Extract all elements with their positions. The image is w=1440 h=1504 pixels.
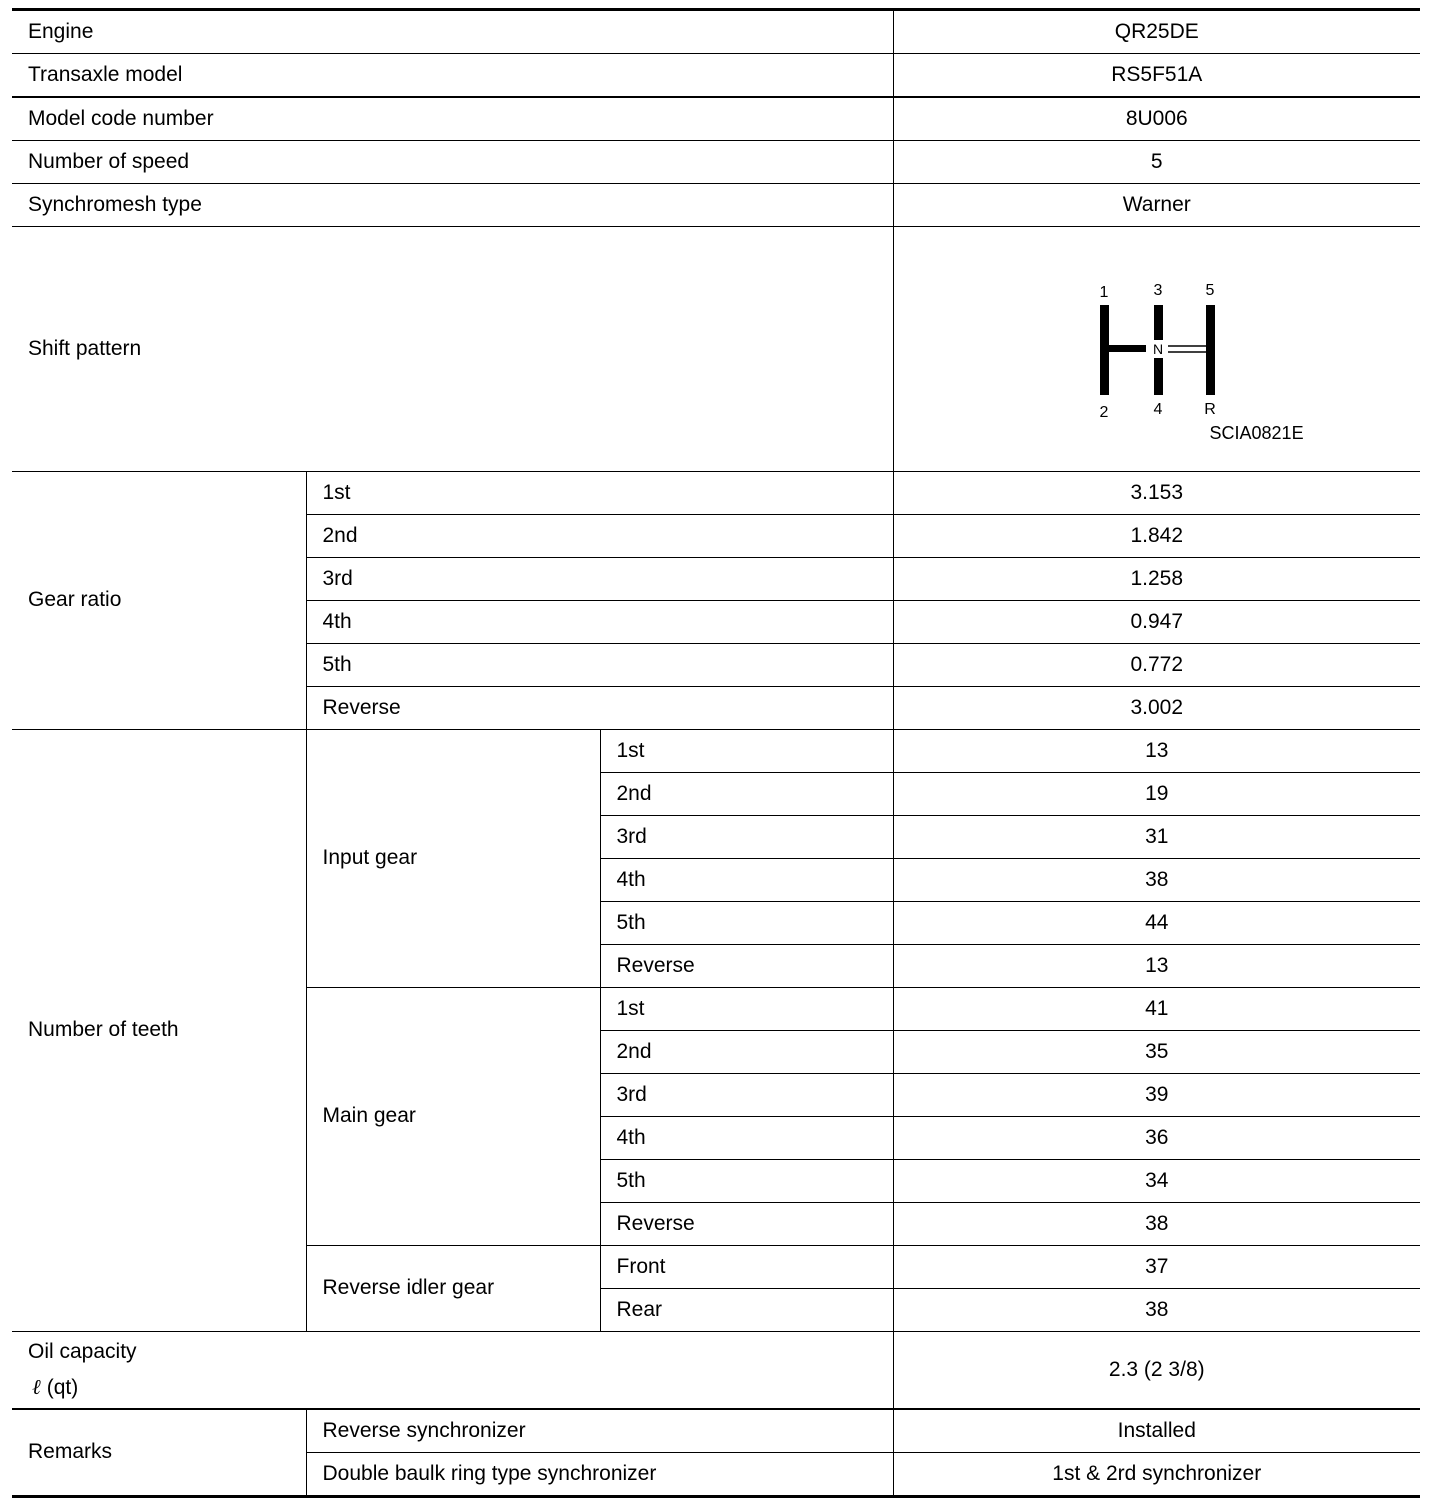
teeth-value: 38 — [893, 859, 1420, 902]
transaxle-model-label: Transaxle model — [12, 54, 893, 98]
row-model-code — [12, 97, 1420, 141]
teeth-value: 34 — [893, 1160, 1420, 1203]
synchromesh-type-value: Warner — [893, 184, 1420, 227]
teeth-value: 19 — [893, 773, 1420, 816]
gear-ratio-gear: 4th — [306, 601, 893, 644]
remarks-item: Double baulk ring type synchronizer — [306, 1453, 893, 1497]
teeth-value: 35 — [893, 1031, 1420, 1074]
number-of-speed-value: 5 — [893, 141, 1420, 184]
teeth-gear: Reverse — [600, 945, 893, 988]
shift-label-2: 2 — [1099, 404, 1108, 421]
shift-crossbar-left — [1109, 345, 1146, 352]
teeth-value: 37 — [893, 1246, 1420, 1289]
shift-pattern-diagram — [1084, 277, 1234, 427]
gear-ratio-gear: Reverse — [306, 687, 893, 730]
shift-label-1: 1 — [1099, 284, 1108, 301]
teeth-gear: 5th — [600, 1160, 893, 1203]
gear-ratio-label: Gear ratio — [12, 472, 306, 730]
liter-symbol: ℓ — [32, 1374, 41, 1399]
row-engine — [12, 10, 1420, 54]
oil-capacity-cell — [12, 1332, 893, 1410]
remarks-value: Installed — [893, 1409, 1420, 1453]
gear-ratio-value: 1.842 — [893, 515, 1420, 558]
teeth-value: 31 — [893, 816, 1420, 859]
teeth-gear: 4th — [600, 1117, 893, 1160]
oil-capacity-unit: (qt) — [46, 1375, 79, 1399]
reverse-idler-gear-label: Reverse idler gear — [306, 1246, 600, 1332]
teeth-value: 41 — [893, 988, 1420, 1031]
teeth-gear: 3rd — [600, 1074, 893, 1117]
teeth-gear: 3rd — [600, 816, 893, 859]
shift-pattern-caption: SCIA0821E — [1209, 423, 1304, 443]
shift-pattern-label: Shift pattern — [12, 227, 893, 472]
oil-capacity-unit-line — [28, 1375, 877, 1400]
shift-gate-5-r — [1206, 305, 1215, 395]
remarks-label: Remarks — [12, 1409, 306, 1497]
row-oil-capacity — [12, 1332, 1420, 1410]
teeth-value: 44 — [893, 902, 1420, 945]
gear-ratio-gear: 3rd — [306, 558, 893, 601]
engine-label: Engine — [12, 10, 893, 54]
teeth-gear: 1st — [600, 730, 893, 773]
shift-label-4: 4 — [1153, 401, 1162, 418]
row-shift-pattern — [12, 227, 1420, 472]
gear-ratio-gear: 5th — [306, 644, 893, 687]
synchromesh-type-label: Synchromesh type — [12, 184, 893, 227]
teeth-gear: Rear — [600, 1289, 893, 1332]
gear-ratio-value: 3.153 — [893, 472, 1420, 515]
teeth-gear: 5th — [600, 902, 893, 945]
gear-ratio-gear: 2nd — [306, 515, 893, 558]
remarks-item: Reverse synchronizer — [306, 1409, 893, 1453]
row-teeth-input-1st — [12, 730, 1420, 773]
teeth-label: Number of teeth — [12, 730, 306, 1332]
model-code-label: Model code number — [12, 97, 893, 141]
shift-label-5: 5 — [1205, 282, 1214, 299]
row-transaxle-model — [12, 54, 1420, 98]
teeth-value: 36 — [893, 1117, 1420, 1160]
shift-label-3: 3 — [1153, 282, 1162, 299]
input-gear-label: Input gear — [306, 730, 600, 988]
gear-ratio-value: 0.947 — [893, 601, 1420, 644]
teeth-gear: Front — [600, 1246, 893, 1289]
teeth-value: 39 — [893, 1074, 1420, 1117]
model-code-value: 8U006 — [893, 97, 1420, 141]
row-synchromesh-type — [12, 184, 1420, 227]
oil-capacity-label: Oil capacity — [28, 1340, 137, 1364]
teeth-value: 13 — [893, 730, 1420, 773]
oil-capacity-value: 2.3 (2 3/8) — [893, 1332, 1420, 1410]
row-gear-ratio-1st — [12, 472, 1420, 515]
gear-ratio-gear: 1st — [306, 472, 893, 515]
teeth-value: 38 — [893, 1203, 1420, 1246]
teeth-value: 38 — [893, 1289, 1420, 1332]
gear-ratio-value: 0.772 — [893, 644, 1420, 687]
teeth-gear: 2nd — [600, 773, 893, 816]
shift-pattern-cell — [893, 227, 1420, 472]
specifications-table — [12, 8, 1420, 1498]
shift-label-neutral: N — [1152, 341, 1163, 357]
row-remarks-reverse-synchronizer — [12, 1409, 1420, 1453]
shift-label-reverse: R — [1203, 401, 1216, 418]
teeth-gear: Reverse — [600, 1203, 893, 1246]
number-of-speed-label: Number of speed — [12, 141, 893, 184]
main-gear-label: Main gear — [306, 988, 600, 1246]
shift-gate-1-2 — [1100, 305, 1109, 395]
teeth-gear: 4th — [600, 859, 893, 902]
remarks-value: 1st & 2rd synchronizer — [893, 1453, 1420, 1497]
teeth-gear: 1st — [600, 988, 893, 1031]
teeth-gear: 2nd — [600, 1031, 893, 1074]
row-number-of-speed — [12, 141, 1420, 184]
gear-ratio-value: 3.002 — [893, 687, 1420, 730]
engine-value: QR25DE — [893, 10, 1420, 54]
transaxle-model-value: RS5F51A — [893, 54, 1420, 98]
teeth-value: 13 — [893, 945, 1420, 988]
gear-ratio-value: 1.258 — [893, 558, 1420, 601]
